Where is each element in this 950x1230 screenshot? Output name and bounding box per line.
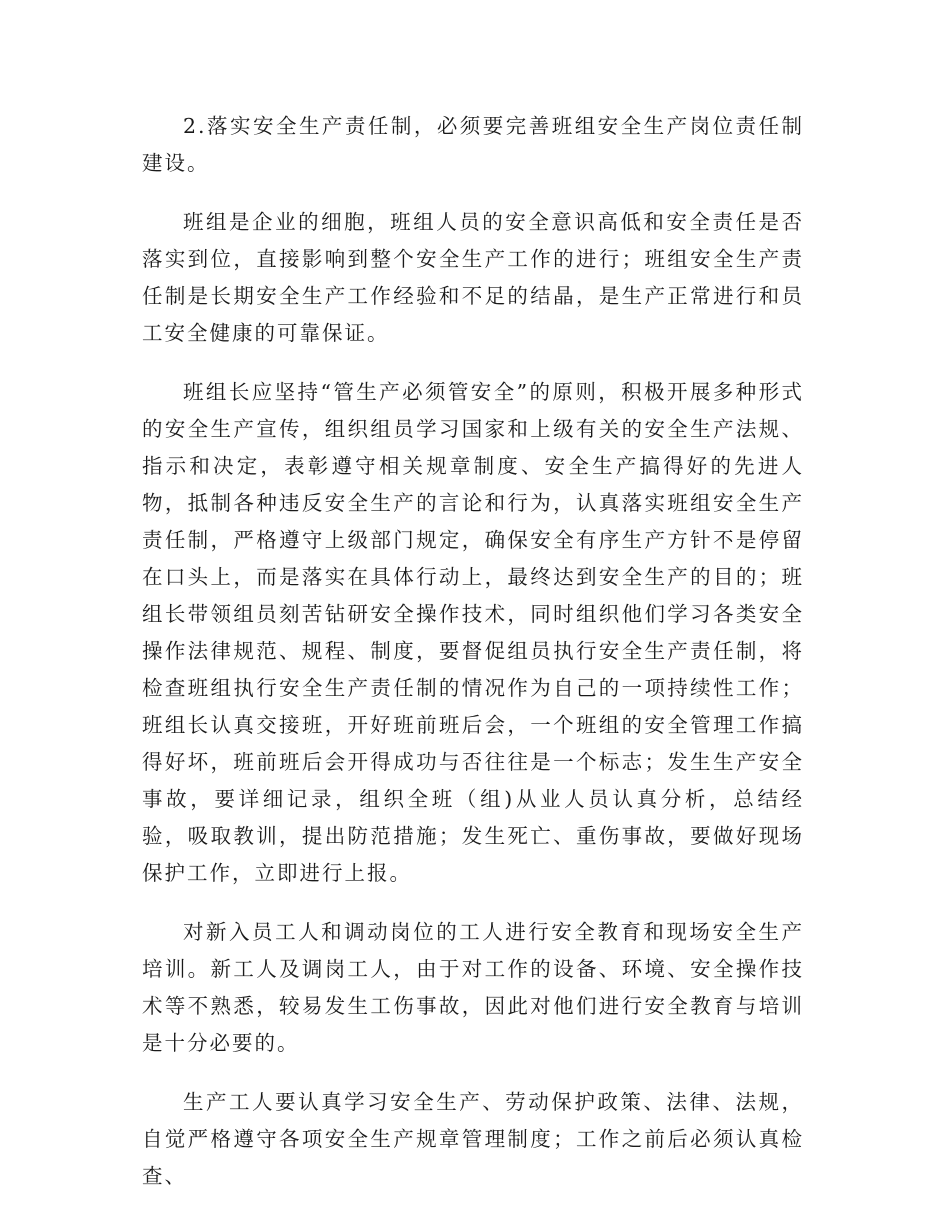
paragraph-item: 生产工人要认真学习安全生产、劳动保护政策、法律、法规，自觉严格遵守各项安全生产规章管理制度；工作之前后必须认真检查、 bbox=[142, 1090, 804, 1188]
paragraph-item: 班组是企业的细胞，班组人员的安全意识高低和安全责任是否落实到位，直接影响到整个安全生产工作的进行；班组安全生产责任制是长期安全生产工作经验和不足的结晶，是生产正常进行和员工安全健康的可靠保证。 bbox=[142, 210, 804, 345]
paragraph-item: 2.落实安全生产责任制，必须要完善班组安全生产岗位责任制建设。 bbox=[142, 114, 804, 175]
paragraph-item: 班组长应坚持“管生产必须管安全”的原则，积极开展多种形式的安全生产宣传，组织组员学习国家和上级有关的安全生产法规、指示和决定，表彰遵守相关规章制度、安全生产搞得好的先进人物，抵制各种违反安全生产的言论和行为，认真落实班组安全生产责任制，严格遵守上级部门规定，确保安全有序生产方针不是停留在口头上，而是落实在具体行动上，最终达到安全生产的目的；班组长带领组员刻苦钻研安全操作技术，同时组织他们学习各类安全操作法律规范、规程、制度，要督促组员执行安全生产责任制，将检查班组执行安全生产责任制的情况作为自己的一项持续性工作；班组长认真交接班，开好班前班后会，一个班组的安全管理工作搞得好坏，班前班后会开得成功与否往往是一个标志；发生生产安全事故，要详细记录，组织全班（组)从业人员认真分析，总结经验，吸取教训，提出防范措施；发生死亡、重伤事故，要做好现场保护工作，立即进行上报。 bbox=[142, 380, 804, 885]
paragraph-item: 对新入员工人和调动岗位的工人进行安全教育和现场安全生产培训。新工人及调岗工人，由于对工作的设备、环境、安全操作技术等不熟悉，较易发生工伤事故，因此对他们进行安全教育与培训是十分必要的。 bbox=[142, 920, 804, 1055]
document-body bbox=[142, 108, 804, 1217]
